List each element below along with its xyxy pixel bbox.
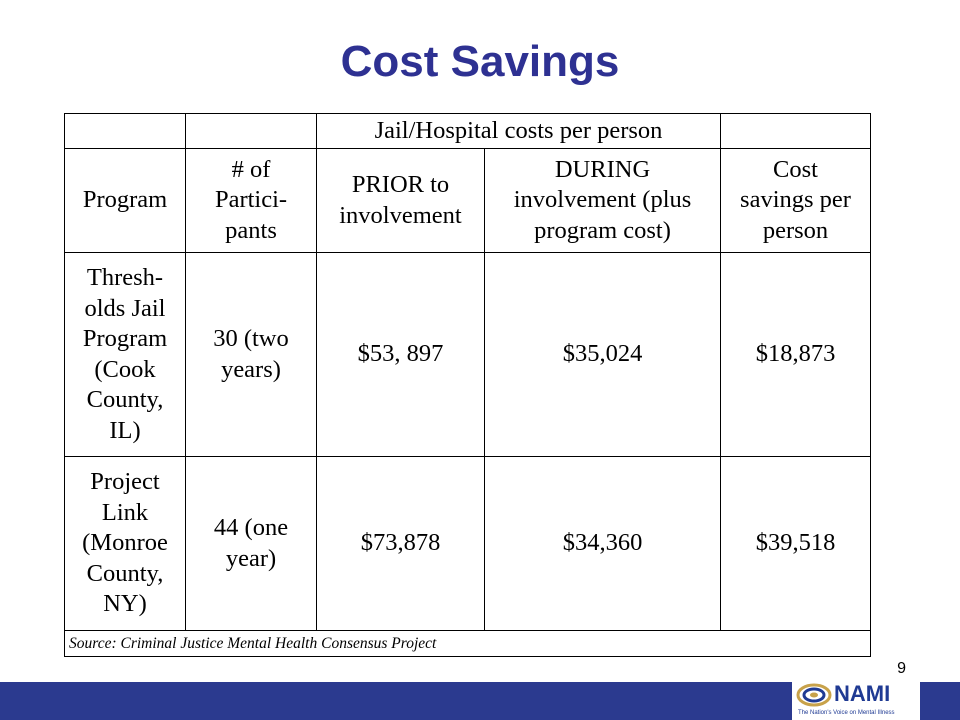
cost-savings-table xyxy=(64,113,871,657)
column-header-during: DURING involvement (plus program cost) xyxy=(485,149,721,253)
cell-program: Thresh- olds Jail Program (Cook County, IL) xyxy=(65,253,186,457)
table-group-header-row xyxy=(65,114,871,149)
column-header-participants: # of Partici- pants xyxy=(186,149,317,253)
cell-participants: 30 (two years) xyxy=(186,253,317,457)
column-header-prior: PRIOR to involvement xyxy=(317,149,485,253)
group-header-cell: Jail/Hospital costs per person xyxy=(317,114,721,149)
column-header-program: Program xyxy=(65,149,186,253)
slide-title: Cost Savings xyxy=(340,37,620,86)
cell-program: Project Link (Monroe County, NY) xyxy=(65,457,186,631)
column-header-savings: Cost savings per person xyxy=(721,149,871,253)
page-number: 9 xyxy=(897,660,906,677)
cell-savings: $18,873 xyxy=(721,253,871,457)
swirl-logo-icon xyxy=(796,683,832,707)
cell-prior-cost: $73,878 xyxy=(317,457,485,631)
cost-table-container xyxy=(64,113,870,657)
table-header-row xyxy=(65,149,871,253)
cell-during-cost: $34,360 xyxy=(485,457,721,631)
cell-participants: 44 (one year) xyxy=(186,457,317,631)
nami-logo xyxy=(792,680,920,720)
logo-tagline: The Nation's Voice on Mental Illness xyxy=(798,710,895,716)
cell-savings: $39,518 xyxy=(721,457,871,631)
empty-cell xyxy=(186,114,317,149)
table-row xyxy=(65,457,871,631)
empty-cell xyxy=(721,114,871,149)
empty-cell xyxy=(65,114,186,149)
logo-wordmark: NAMI xyxy=(834,681,891,706)
table-row xyxy=(65,253,871,457)
source-note: Source: Criminal Justice Mental Health Consensus Project xyxy=(65,631,871,657)
cell-prior-cost: $53, 897 xyxy=(317,253,485,457)
table-source-row xyxy=(65,631,871,657)
cell-during-cost: $35,024 xyxy=(485,253,721,457)
